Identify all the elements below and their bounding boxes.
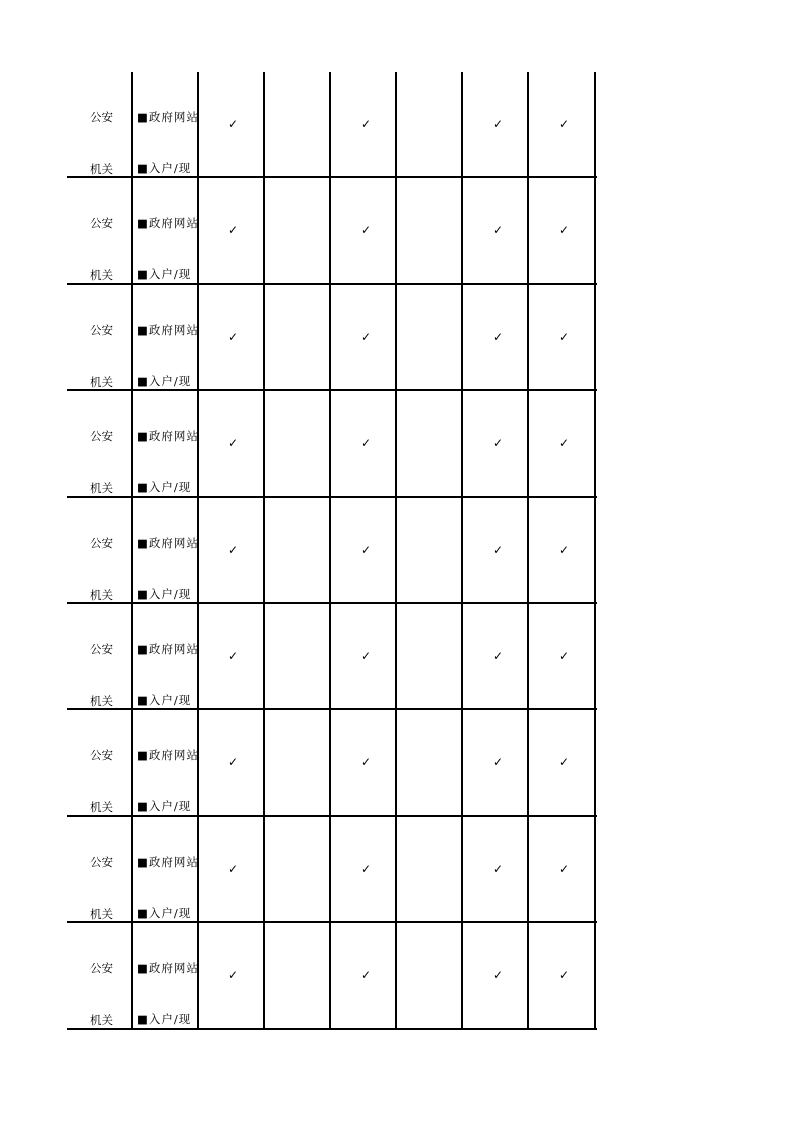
channel-government-website: ■政府网站: [137, 110, 199, 124]
channel-government-website: ■政府网站: [137, 535, 199, 550]
check-mark-icon: ✓: [492, 436, 504, 451]
column-divider: [527, 72, 529, 179]
department-name-line1: 公安: [90, 429, 113, 444]
column-divider: [131, 710, 133, 817]
department-name-line1: 公安: [90, 748, 113, 763]
column-divider: [461, 391, 463, 498]
department-name-line1: 公安: [90, 854, 113, 869]
column-divider: [395, 817, 397, 924]
check-mark-icon: ✓: [227, 968, 239, 983]
channel-onsite: ■入户/现: [137, 905, 192, 920]
column-divider: [527, 285, 529, 392]
column-divider: [461, 923, 463, 1030]
department-name-line2: 机关: [90, 162, 113, 176]
column-divider: [329, 923, 331, 1030]
check-mark-icon: ✓: [492, 648, 504, 663]
column-divider: [131, 498, 133, 605]
channel-onsite: ■入户/现: [137, 586, 192, 601]
department-name-line1: 公安: [90, 110, 113, 124]
department-name-line2: 机关: [90, 693, 113, 708]
check-mark-icon: ✓: [558, 436, 570, 451]
channel-onsite: ■入户/现: [137, 1012, 192, 1027]
column-divider: [329, 498, 331, 605]
channel-onsite: ■入户/现: [137, 161, 192, 175]
check-mark-icon: ✓: [227, 329, 239, 344]
column-divider: [461, 498, 463, 605]
column-divider: [527, 391, 529, 498]
column-divider: [131, 604, 133, 711]
column-divider: [527, 498, 529, 605]
column-divider: [329, 604, 331, 711]
column-divider: [461, 285, 463, 392]
check-mark-icon: ✓: [492, 968, 504, 983]
column-divider: [263, 285, 265, 392]
column-divider: [131, 178, 133, 285]
channel-onsite: ■入户/现: [137, 799, 192, 814]
column-divider: [329, 817, 331, 924]
department-name-line2: 机关: [90, 800, 113, 815]
column-divider: [263, 72, 265, 179]
check-mark-icon: ✓: [558, 542, 570, 557]
column-divider: [329, 391, 331, 498]
check-mark-icon: ✓: [360, 542, 372, 557]
check-mark-icon: ✓: [227, 648, 239, 663]
department-name-line1: 公安: [90, 641, 113, 656]
column-divider: [395, 178, 397, 285]
column-divider: [594, 817, 596, 924]
column-divider: [527, 710, 529, 817]
department-name-line1: 公安: [90, 216, 113, 231]
check-mark-icon: ✓: [360, 223, 372, 238]
check-mark-icon: ✓: [558, 329, 570, 344]
check-mark-icon: ✓: [558, 117, 570, 131]
column-divider: [197, 391, 199, 498]
channel-government-website: ■政府网站: [137, 641, 199, 656]
table-row: [67, 923, 597, 1029]
column-divider: [527, 923, 529, 1030]
table-row: [67, 710, 597, 816]
column-divider: [329, 710, 331, 817]
check-mark-icon: ✓: [360, 117, 372, 131]
department-name-line2: 机关: [90, 906, 113, 921]
column-divider: [395, 710, 397, 817]
column-divider: [594, 604, 596, 711]
check-mark-icon: ✓: [558, 861, 570, 876]
column-divider: [395, 923, 397, 1030]
column-divider: [594, 178, 596, 285]
check-mark-icon: ✓: [360, 968, 372, 983]
check-mark-icon: ✓: [492, 755, 504, 770]
department-name-line2: 机关: [90, 481, 113, 496]
check-mark-icon: ✓: [227, 223, 239, 238]
column-divider: [329, 285, 331, 392]
column-divider: [197, 710, 199, 817]
column-divider: [527, 604, 529, 711]
column-divider: [263, 498, 265, 605]
column-divider: [594, 285, 596, 392]
check-mark-icon: ✓: [492, 117, 504, 131]
department-name-line2: 机关: [90, 587, 113, 602]
check-mark-icon: ✓: [227, 117, 239, 131]
column-divider: [329, 72, 331, 179]
channel-government-website: ■政府网站: [137, 854, 199, 869]
column-divider: [131, 923, 133, 1030]
table-row: [67, 498, 597, 604]
column-divider: [197, 604, 199, 711]
check-mark-icon: ✓: [360, 329, 372, 344]
column-divider: [461, 72, 463, 179]
channel-government-website: ■政府网站: [137, 961, 199, 976]
column-divider: [197, 285, 199, 392]
check-mark-icon: ✓: [558, 968, 570, 983]
column-divider: [594, 498, 596, 605]
check-mark-icon: ✓: [227, 436, 239, 451]
department-name-line1: 公安: [90, 322, 113, 337]
column-divider: [263, 710, 265, 817]
column-divider: [197, 72, 199, 179]
table-row: [67, 72, 597, 178]
column-divider: [263, 817, 265, 924]
check-mark-icon: ✓: [558, 648, 570, 663]
channel-government-website: ■政府网站: [137, 748, 199, 763]
column-divider: [197, 498, 199, 605]
column-divider: [131, 72, 133, 179]
column-divider: [461, 604, 463, 711]
channel-onsite: ■入户/现: [137, 267, 192, 282]
channel-government-website: ■政府网站: [137, 216, 199, 231]
check-mark-icon: ✓: [227, 755, 239, 770]
column-divider: [197, 178, 199, 285]
column-divider: [263, 391, 265, 498]
check-mark-icon: ✓: [227, 542, 239, 557]
table-row: [67, 817, 597, 923]
department-name-line2: 机关: [90, 268, 113, 283]
column-divider: [395, 604, 397, 711]
column-divider: [395, 498, 397, 605]
department-name-line1: 公安: [90, 535, 113, 550]
column-divider: [527, 178, 529, 285]
check-mark-icon: ✓: [360, 436, 372, 451]
check-mark-icon: ✓: [558, 223, 570, 238]
column-divider: [594, 710, 596, 817]
column-divider: [461, 817, 463, 924]
channel-government-website: ■政府网站: [137, 429, 199, 444]
check-mark-icon: ✓: [360, 861, 372, 876]
column-divider: [594, 391, 596, 498]
channel-onsite: ■入户/现: [137, 373, 192, 388]
column-divider: [263, 604, 265, 711]
column-divider: [263, 178, 265, 285]
check-mark-icon: ✓: [492, 223, 504, 238]
department-name-line1: 公安: [90, 961, 113, 976]
check-mark-icon: ✓: [492, 861, 504, 876]
column-divider: [263, 923, 265, 1030]
column-divider: [131, 285, 133, 392]
column-divider: [395, 72, 397, 179]
channel-onsite: ■入户/现: [137, 480, 192, 495]
check-mark-icon: ✓: [492, 329, 504, 344]
column-divider: [197, 923, 199, 1030]
table-row: [67, 604, 597, 710]
table-row: [67, 178, 597, 284]
column-divider: [395, 391, 397, 498]
channel-government-website: ■政府网站: [137, 322, 199, 337]
department-name-line2: 机关: [90, 374, 113, 389]
table-row: [67, 285, 597, 391]
check-mark-icon: ✓: [492, 542, 504, 557]
column-divider: [131, 391, 133, 498]
column-divider: [329, 178, 331, 285]
department-name-line2: 机关: [90, 1013, 113, 1028]
disclosure-table: [67, 72, 597, 1030]
column-divider: [395, 285, 397, 392]
table-row: [67, 391, 597, 497]
column-divider: [527, 817, 529, 924]
channel-onsite: ■入户/现: [137, 692, 192, 707]
column-divider: [461, 710, 463, 817]
column-divider: [594, 923, 596, 1030]
check-mark-icon: ✓: [227, 861, 239, 876]
check-mark-icon: ✓: [360, 648, 372, 663]
column-divider: [461, 178, 463, 285]
check-mark-icon: ✓: [360, 755, 372, 770]
check-mark-icon: ✓: [558, 755, 570, 770]
column-divider: [131, 817, 133, 924]
column-divider: [197, 817, 199, 924]
column-divider: [594, 72, 596, 179]
